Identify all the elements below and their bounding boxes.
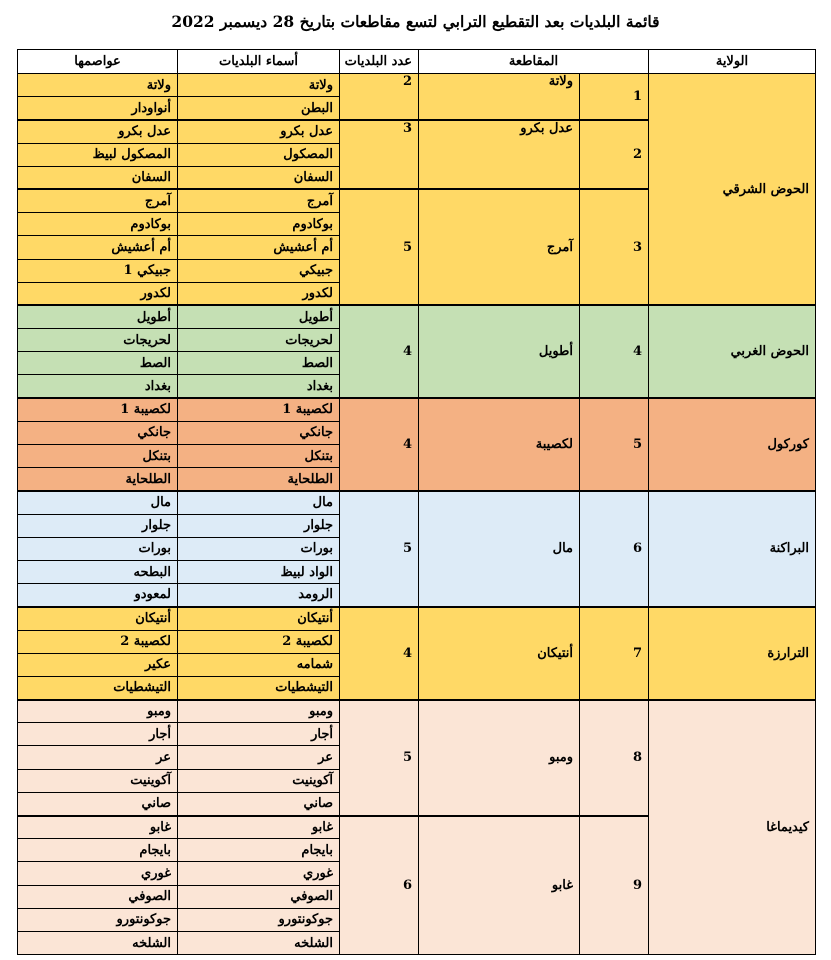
commune-name: أم أعشيش — [178, 236, 340, 259]
header-moughataa: المقاطعة — [419, 50, 649, 74]
wilaya-name: الترارزة — [649, 607, 816, 700]
commune-capital: ولاتة — [18, 74, 178, 97]
commune-capital: بايجام — [18, 839, 178, 862]
commune-capital: ومبو — [18, 700, 178, 723]
commune-name: صاني — [178, 792, 340, 815]
moughataa-number: 2 — [580, 120, 649, 190]
commune-capital: أم أعشيش — [18, 236, 178, 259]
commune-name: جوكونتورو — [178, 908, 340, 931]
wilaya-name: الحوض الشرقي — [649, 74, 816, 306]
commune-capital: آمرج — [18, 189, 178, 212]
commune-count: 4 — [340, 607, 419, 700]
moughataa-name: لكصيبة — [419, 398, 580, 491]
commune-capital: غوري — [18, 862, 178, 885]
wilaya-name: الحوض الغربي — [649, 305, 816, 398]
moughataa-name: مال — [419, 491, 580, 607]
commune-name: لحريجات — [178, 329, 340, 352]
commune-name: عدل بكرو — [178, 120, 340, 143]
moughataa-number: 1 — [580, 74, 649, 120]
commune-name: أنتيكان — [178, 607, 340, 630]
commune-capital: السفان — [18, 166, 178, 189]
commune-count: 5 — [340, 700, 419, 816]
commune-name: الصوفي — [178, 885, 340, 908]
commune-capital: الطلحاية — [18, 468, 178, 491]
commune-capital: آكوينيت — [18, 769, 178, 792]
page-title: قائمة البلديات بعد التقطيع الترابي لتسع مقاطعات بتاريخ 28 ديسمبر 2022 — [171, 12, 660, 31]
commune-capital: أطويل — [18, 305, 178, 328]
moughataa-number: 3 — [580, 189, 649, 305]
commune-capital: جانكي — [18, 421, 178, 444]
commune-count: 4 — [340, 398, 419, 491]
table-row — [18, 398, 816, 421]
commune-capital: عكير — [18, 653, 178, 676]
commune-capital: لكدور — [18, 282, 178, 305]
commune-name: لكدور — [178, 282, 340, 305]
header-commune-names: أسماء البلديات — [178, 50, 340, 74]
commune-name: المصكول — [178, 143, 340, 166]
commune-name: بتنكل — [178, 445, 340, 468]
wilaya-name: البراكنة — [649, 491, 816, 607]
commune-name: مال — [178, 491, 340, 514]
commune-capital: بوكادوم — [18, 213, 178, 236]
commune-name: الرومد — [178, 584, 340, 607]
commune-capital: لكصيبة 2 — [18, 630, 178, 653]
commune-capital: البطحه — [18, 560, 178, 583]
moughataa-name: ومبو — [419, 700, 580, 816]
commune-name: التيشطيات — [178, 676, 340, 699]
table-body — [18, 74, 816, 955]
moughataa-name: آمرج — [419, 189, 580, 305]
commune-name: بورات — [178, 537, 340, 560]
commune-count: 4 — [340, 305, 419, 398]
commune-capital: بورات — [18, 537, 178, 560]
moughataa-number: 8 — [580, 700, 649, 816]
moughataa-name: غابو — [419, 816, 580, 955]
moughataa-number: 9 — [580, 816, 649, 955]
commune-capital: لمعودو — [18, 584, 178, 607]
commune-name: البطن — [178, 97, 340, 120]
commune-name: أطويل — [178, 305, 340, 328]
commune-capital: غابو — [18, 816, 178, 839]
commune-count: 6 — [340, 816, 419, 955]
commune-name: غابو — [178, 816, 340, 839]
commune-capital: أجار — [18, 723, 178, 746]
commune-capital: التيشطيات — [18, 676, 178, 699]
commune-name: لكصيبة 1 — [178, 398, 340, 421]
commune-capital: عر — [18, 746, 178, 769]
commune-name: جانكي — [178, 421, 340, 444]
commune-name: الصط — [178, 352, 340, 375]
commune-capital: الشلخه — [18, 931, 178, 954]
commune-name: ولاتة — [178, 74, 340, 97]
commune-capital: بغداد — [18, 375, 178, 398]
commune-capital: مال — [18, 491, 178, 514]
commune-name: السفان — [178, 166, 340, 189]
commune-name: أجار — [178, 723, 340, 746]
moughataa-name: عدل بكرو — [419, 120, 580, 190]
commune-capital: لحريجات — [18, 329, 178, 352]
table-row — [18, 305, 816, 328]
moughataa-number: 6 — [580, 491, 649, 607]
commune-capital: الصوفي — [18, 885, 178, 908]
commune-capital: عدل بكرو — [18, 120, 178, 143]
commune-count: 2 — [340, 74, 419, 120]
commune-capital: جوكونتورو — [18, 908, 178, 931]
header-wilaya: الولاية — [649, 50, 816, 74]
commune-name: الشلخه — [178, 931, 340, 954]
communes-table — [17, 49, 816, 955]
commune-count: 3 — [340, 120, 419, 190]
commune-name: شمامه — [178, 653, 340, 676]
header-capitals: عواصمها — [18, 50, 178, 74]
moughataa-name: أنتيكان — [419, 607, 580, 700]
moughataa-number: 5 — [580, 398, 649, 491]
commune-name: بوكادوم — [178, 213, 340, 236]
table-row — [18, 74, 816, 97]
commune-name: عر — [178, 746, 340, 769]
commune-capital: لكصيبة 1 — [18, 398, 178, 421]
commune-capital: جبيكي 1 — [18, 259, 178, 282]
header-commune-count: عدد البلديات — [340, 50, 419, 74]
table-row — [18, 491, 816, 514]
wilaya-name: كوركول — [649, 398, 816, 491]
table-row — [18, 607, 816, 630]
moughataa-name: ولاتة — [419, 74, 580, 120]
commune-name: آمرج — [178, 189, 340, 212]
commune-name: جبيكي — [178, 259, 340, 282]
commune-name: غوري — [178, 862, 340, 885]
commune-name: ومبو — [178, 700, 340, 723]
commune-name: جلوار — [178, 514, 340, 537]
moughataa-name: أطويل — [419, 305, 580, 398]
table-row — [18, 700, 816, 723]
commune-capital: بتنكل — [18, 445, 178, 468]
table-header-row — [18, 50, 816, 74]
commune-capital: أنتيكان — [18, 607, 178, 630]
commune-capital: أنواودار — [18, 97, 178, 120]
moughataa-number: 4 — [580, 305, 649, 398]
commune-name: آكوينيت — [178, 769, 340, 792]
commune-capital: الصط — [18, 352, 178, 375]
commune-name: الواد لبيظ — [178, 560, 340, 583]
commune-name: الطلحاية — [178, 468, 340, 491]
commune-name: بغداد — [178, 375, 340, 398]
commune-capital: جلوار — [18, 514, 178, 537]
commune-capital: المصكول لبيظ — [18, 143, 178, 166]
commune-name: بايجام — [178, 839, 340, 862]
wilaya-name: كيديماغا — [649, 700, 816, 955]
commune-count: 5 — [340, 189, 419, 305]
commune-name: لكصيبة 2 — [178, 630, 340, 653]
moughataa-number: 7 — [580, 607, 649, 700]
commune-capital: صاني — [18, 792, 178, 815]
commune-count: 5 — [340, 491, 419, 607]
